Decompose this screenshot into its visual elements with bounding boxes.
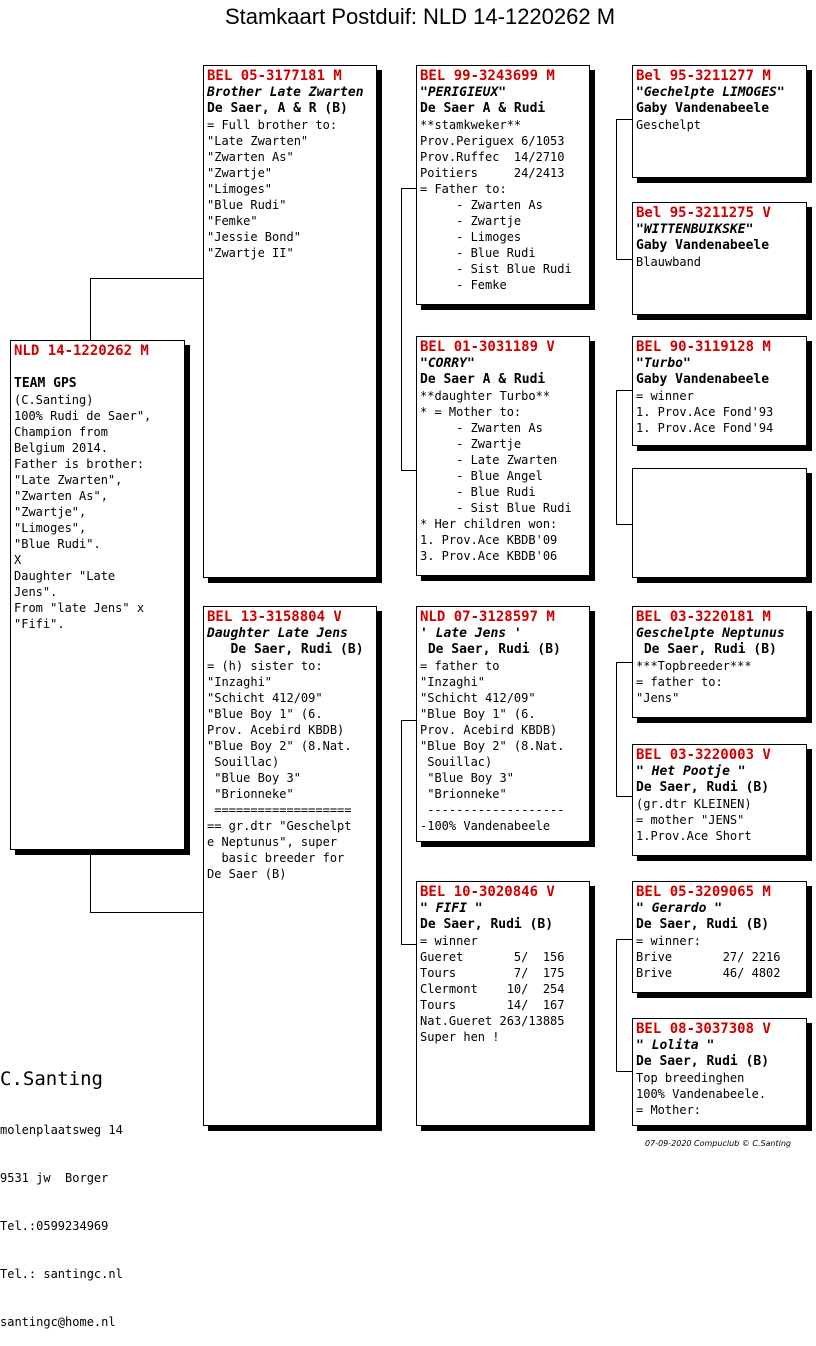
connector xyxy=(401,720,417,721)
connector xyxy=(616,524,632,525)
info-line: -100% Vandenabeele xyxy=(420,819,551,833)
info-line: basic breeder for xyxy=(207,851,345,865)
breeder-name: De Saer, Rudi (B) xyxy=(420,917,554,932)
ring-number: BEL 03-3220181 M xyxy=(636,609,771,625)
card-mm-father[interactable] xyxy=(632,881,807,993)
breeder-name: De Saer A & Rudi xyxy=(420,101,546,116)
card-mother-father[interactable] xyxy=(416,606,590,842)
page-title: Stamkaart Postduif: NLD 14-1220262 M xyxy=(224,4,616,29)
info-line: "Zwartje" xyxy=(207,166,273,180)
info-line: = winner xyxy=(636,389,694,403)
info-line: "Fifi". xyxy=(14,617,65,631)
info-line: "Jessie Bond" xyxy=(207,230,301,244)
connector xyxy=(616,939,617,1071)
info-line: Souillac) xyxy=(207,755,280,769)
card-mother-mother[interactable] xyxy=(416,881,590,1126)
ring-number: NLD 07-3128597 M xyxy=(420,609,555,625)
info-line: Father is brother: xyxy=(14,457,145,471)
info-line: (C.Santing) xyxy=(14,393,94,407)
info-line: - Zwartje xyxy=(420,214,522,228)
info-line: Souillac) xyxy=(420,755,493,769)
card-ff-mother[interactable] xyxy=(632,202,807,315)
info-line: "Inzaghi" xyxy=(420,675,486,689)
info-line: From "late Jens" x xyxy=(14,601,145,615)
ring-number: NLD 14-1220262 M xyxy=(14,343,149,359)
info-line: - Late Zwarten xyxy=(420,453,558,467)
ring-number: BEL 08-3037308 V xyxy=(636,1021,771,1037)
info-line: 1. Prov.Ace Fond'93 xyxy=(636,405,774,419)
connector xyxy=(616,1071,632,1072)
breeder-name: Gaby Vandenabeele xyxy=(636,372,770,387)
ring-number: Bel 95-3211277 M xyxy=(636,68,771,84)
info-line: Daughter "Late xyxy=(14,569,116,583)
info-line: = winner xyxy=(420,934,478,948)
ring-number: BEL 05-3177181 M xyxy=(207,68,342,84)
info-line: "Blue Rudi". xyxy=(14,537,101,551)
address-line: Tel.: santingc.nl xyxy=(0,1267,123,1281)
info-line: == gr.dtr "Geschelpt xyxy=(207,819,352,833)
ring-number: BEL 10-3020846 V xyxy=(420,884,555,900)
info-line: "Blue Boy 3" xyxy=(420,771,514,785)
card-subject[interactable] xyxy=(10,340,185,850)
info-line: = father to xyxy=(420,659,500,673)
owner-address xyxy=(0,1036,123,1346)
info-line: Prov.Ruffec 14/2710 xyxy=(420,150,565,164)
card-mf-mother[interactable] xyxy=(632,744,807,856)
info-line: - Zwarten As xyxy=(420,198,543,212)
address-line: molenplaatsweg 14 xyxy=(0,1123,123,1137)
info-line: "Late Zwarten" xyxy=(207,134,309,148)
info-line: **daughter Turbo** xyxy=(420,389,551,403)
breeder-name: TEAM GPS xyxy=(14,376,77,391)
info-line: "Zwarten As", xyxy=(14,489,108,503)
pigeon-name: ' Late Jens ' xyxy=(420,626,522,641)
info-line: De Saer (B) xyxy=(207,867,287,881)
connector xyxy=(616,390,617,524)
info-line: "Blue Boy 2" (8.Nat. xyxy=(420,739,565,753)
info-line: ***Topbreeder*** xyxy=(636,659,752,673)
info-line: Top breedinghen xyxy=(636,1071,745,1085)
breeder-name: De Saer, Rudi (B) xyxy=(420,642,561,657)
info-line: "Blue Boy 2" (8.Nat. xyxy=(207,739,352,753)
connector xyxy=(616,939,632,940)
pigeon-name: Brother Late Zwarten xyxy=(207,85,364,100)
info-line: "Schicht 412/09" xyxy=(420,691,536,705)
info-line: - Sist Blue Rudi xyxy=(420,262,572,276)
ring-number: BEL 05-3209065 M xyxy=(636,884,771,900)
ring-number: BEL 13-3158804 V xyxy=(207,609,342,625)
info-line: "Late Zwarten", xyxy=(14,473,123,487)
owner-name: C.Santing xyxy=(0,1068,103,1090)
pigeon-name: " Het Pootje " xyxy=(636,764,746,779)
pigeon-name: "WITTENBUIKSKE" xyxy=(636,222,754,237)
info-line: Belgium 2014. xyxy=(14,441,108,455)
info-line: Brive 27/ 2216 xyxy=(636,950,781,964)
info-line: "Limoges", xyxy=(14,521,87,535)
ring-number: BEL 03-3220003 V xyxy=(636,747,771,763)
info-line: e Neptunus", super xyxy=(207,835,338,849)
breeder-name: De Saer, Rudi (B) xyxy=(636,642,777,657)
card-fm-mother[interactable] xyxy=(632,468,807,578)
connector xyxy=(90,850,91,912)
info-line: Prov. Acebird KBDB) xyxy=(207,723,345,737)
address-line: santingc@home.nl xyxy=(0,1315,116,1329)
pigeon-name: "PERIGIEUX" xyxy=(420,85,507,100)
connector xyxy=(401,188,417,189)
pigeon-name: Daughter Late Jens xyxy=(207,626,348,641)
pigeon-name: "Gechelpte LIMOGES" xyxy=(636,85,785,100)
info-line: "Jens" xyxy=(636,691,680,705)
info-line: Clermont 10/ 254 xyxy=(420,982,565,996)
ring-number: BEL 99-3243699 M xyxy=(420,68,555,84)
info-line: - Limoges xyxy=(420,230,522,244)
info-line: ------------------- xyxy=(420,803,565,817)
info-line: 100% Rudi de Saer", xyxy=(14,409,152,423)
info-line: = father to: xyxy=(636,675,723,689)
address-line: Tel.:0599234969 xyxy=(0,1219,109,1233)
info-line: "Zwartje", xyxy=(14,505,87,519)
connector xyxy=(616,662,617,796)
info-line: Tours 14/ 167 xyxy=(420,998,565,1012)
info-line: "Femke" xyxy=(207,214,258,228)
info-line: "Blue Rudi" xyxy=(207,198,287,212)
info-line: - Zwartje xyxy=(420,437,522,451)
card-mother[interactable] xyxy=(203,606,377,1126)
connector xyxy=(401,944,417,945)
pigeon-name: Geschelpte Neptunus xyxy=(636,626,785,641)
connector xyxy=(616,259,632,260)
info-line: =================== xyxy=(207,803,352,817)
info-line: 1. Prov.Ace Fond'94 xyxy=(636,421,774,435)
info-line: - Femke xyxy=(420,278,507,292)
connector xyxy=(616,662,632,663)
info-line: = Full brother to: xyxy=(207,118,338,132)
info-line: Geschelpt xyxy=(636,118,702,132)
info-line: = (h) sister to: xyxy=(207,659,323,673)
breeder-name: De Saer, Rudi (B) xyxy=(207,642,364,657)
card-mm-mother[interactable] xyxy=(632,1018,807,1126)
info-line: "Limoges" xyxy=(207,182,273,196)
info-line: = Father to: xyxy=(420,182,507,196)
breeder-name: De Saer, A & R (B) xyxy=(207,101,348,116)
breeder-name: De Saer A & Rudi xyxy=(420,372,546,387)
info-line: - Sist Blue Rudi xyxy=(420,501,572,515)
info-line: Blauwband xyxy=(636,255,702,269)
card-father[interactable] xyxy=(203,65,377,578)
connector xyxy=(616,119,617,259)
pigeon-name: "CORRY" xyxy=(420,356,475,371)
connector xyxy=(401,470,417,471)
info-line: Prov. Acebird KBDB) xyxy=(420,723,558,737)
info-line: = winner: xyxy=(636,934,702,948)
info-line: = mother "JENS" xyxy=(636,813,745,827)
info-line: Prov.Periguex 6/1053 xyxy=(420,134,565,148)
info-line: "Brionneke" xyxy=(207,787,294,801)
pigeon-name: " Lolita " xyxy=(636,1038,715,1053)
card-mf-father[interactable] xyxy=(632,606,807,718)
breeder-name: Gaby Vandenabeele xyxy=(636,238,770,253)
ring-number: BEL 90-3119128 M xyxy=(636,339,771,355)
info-line: "Zwartje II" xyxy=(207,246,294,260)
card-fm-father[interactable] xyxy=(632,336,807,446)
info-line: X xyxy=(14,553,22,567)
connector xyxy=(616,390,632,391)
connector xyxy=(90,278,91,340)
card-father-father[interactable] xyxy=(416,65,590,305)
info-line: - Blue Rudi xyxy=(420,485,536,499)
info-line: 100% Vandenabeele. xyxy=(636,1087,767,1101)
connector xyxy=(616,796,632,797)
pigeon-name: " FIFI " xyxy=(420,901,483,916)
ring-number: BEL 01-3031189 V xyxy=(420,339,555,355)
info-line: 1. Prov.Ace KBDB'09 xyxy=(420,533,558,547)
breeder-name: Gaby Vandenabeele xyxy=(636,101,770,116)
address-line: 9531 jw Borger xyxy=(0,1171,109,1185)
info-line: (gr.dtr KLEINEN) xyxy=(636,797,752,811)
ring-number: Bel 95-3211275 V xyxy=(636,205,771,221)
info-line: "Blue Boy 1" (6. xyxy=(420,707,536,721)
breeder-name: De Saer, Rudi (B) xyxy=(636,780,770,795)
info-line: "Brionneke" xyxy=(420,787,507,801)
connector xyxy=(90,278,204,279)
info-line: Brive 46/ 4802 xyxy=(636,966,781,980)
info-line: = Mother: xyxy=(636,1103,702,1117)
info-line: Gueret 5/ 156 xyxy=(420,950,565,964)
footer-credit: 07-09-2020 Compuclub © C.Santing xyxy=(645,1139,791,1148)
info-line: "Inzaghi" xyxy=(207,675,273,689)
pigeon-name: " Gerardo " xyxy=(636,901,723,916)
info-line: "Blue Boy 1" (6. xyxy=(207,707,323,721)
connector xyxy=(616,119,632,120)
connector xyxy=(401,720,402,944)
info-line: - Blue Angel xyxy=(420,469,543,483)
pigeon-name: "Turbo" xyxy=(636,356,691,371)
connector xyxy=(401,188,402,470)
info-line: Nat.Gueret 263/13885 xyxy=(420,1014,565,1028)
info-line: Tours 7/ 175 xyxy=(420,966,565,980)
info-line: 3. Prov.Ace KBDB'06 xyxy=(420,549,558,563)
info-line: Super hen ! xyxy=(420,1030,500,1044)
breeder-name: De Saer, Rudi (B) xyxy=(636,1054,770,1069)
info-line: - Blue Rudi xyxy=(420,246,536,260)
info-line: Poitiers 24/2413 xyxy=(420,166,565,180)
info-line: * = Mother to: xyxy=(420,405,522,419)
info-line: * Her children won: xyxy=(420,517,558,531)
info-line: Champion from xyxy=(14,425,108,439)
card-father-mother[interactable] xyxy=(416,336,590,576)
info-line: - Zwarten As xyxy=(420,421,543,435)
card-ff-father[interactable] xyxy=(632,65,807,178)
info-line: **stamkweker** xyxy=(420,118,522,132)
info-line: 1.Prov.Ace Short xyxy=(636,829,752,843)
info-line: Jens". xyxy=(14,585,58,599)
breeder-name: De Saer, Rudi (B) xyxy=(636,917,770,932)
info-line: "Blue Boy 3" xyxy=(207,771,301,785)
info-line: "Zwarten As" xyxy=(207,150,294,164)
connector xyxy=(90,912,204,913)
info-line: "Schicht 412/09" xyxy=(207,691,323,705)
